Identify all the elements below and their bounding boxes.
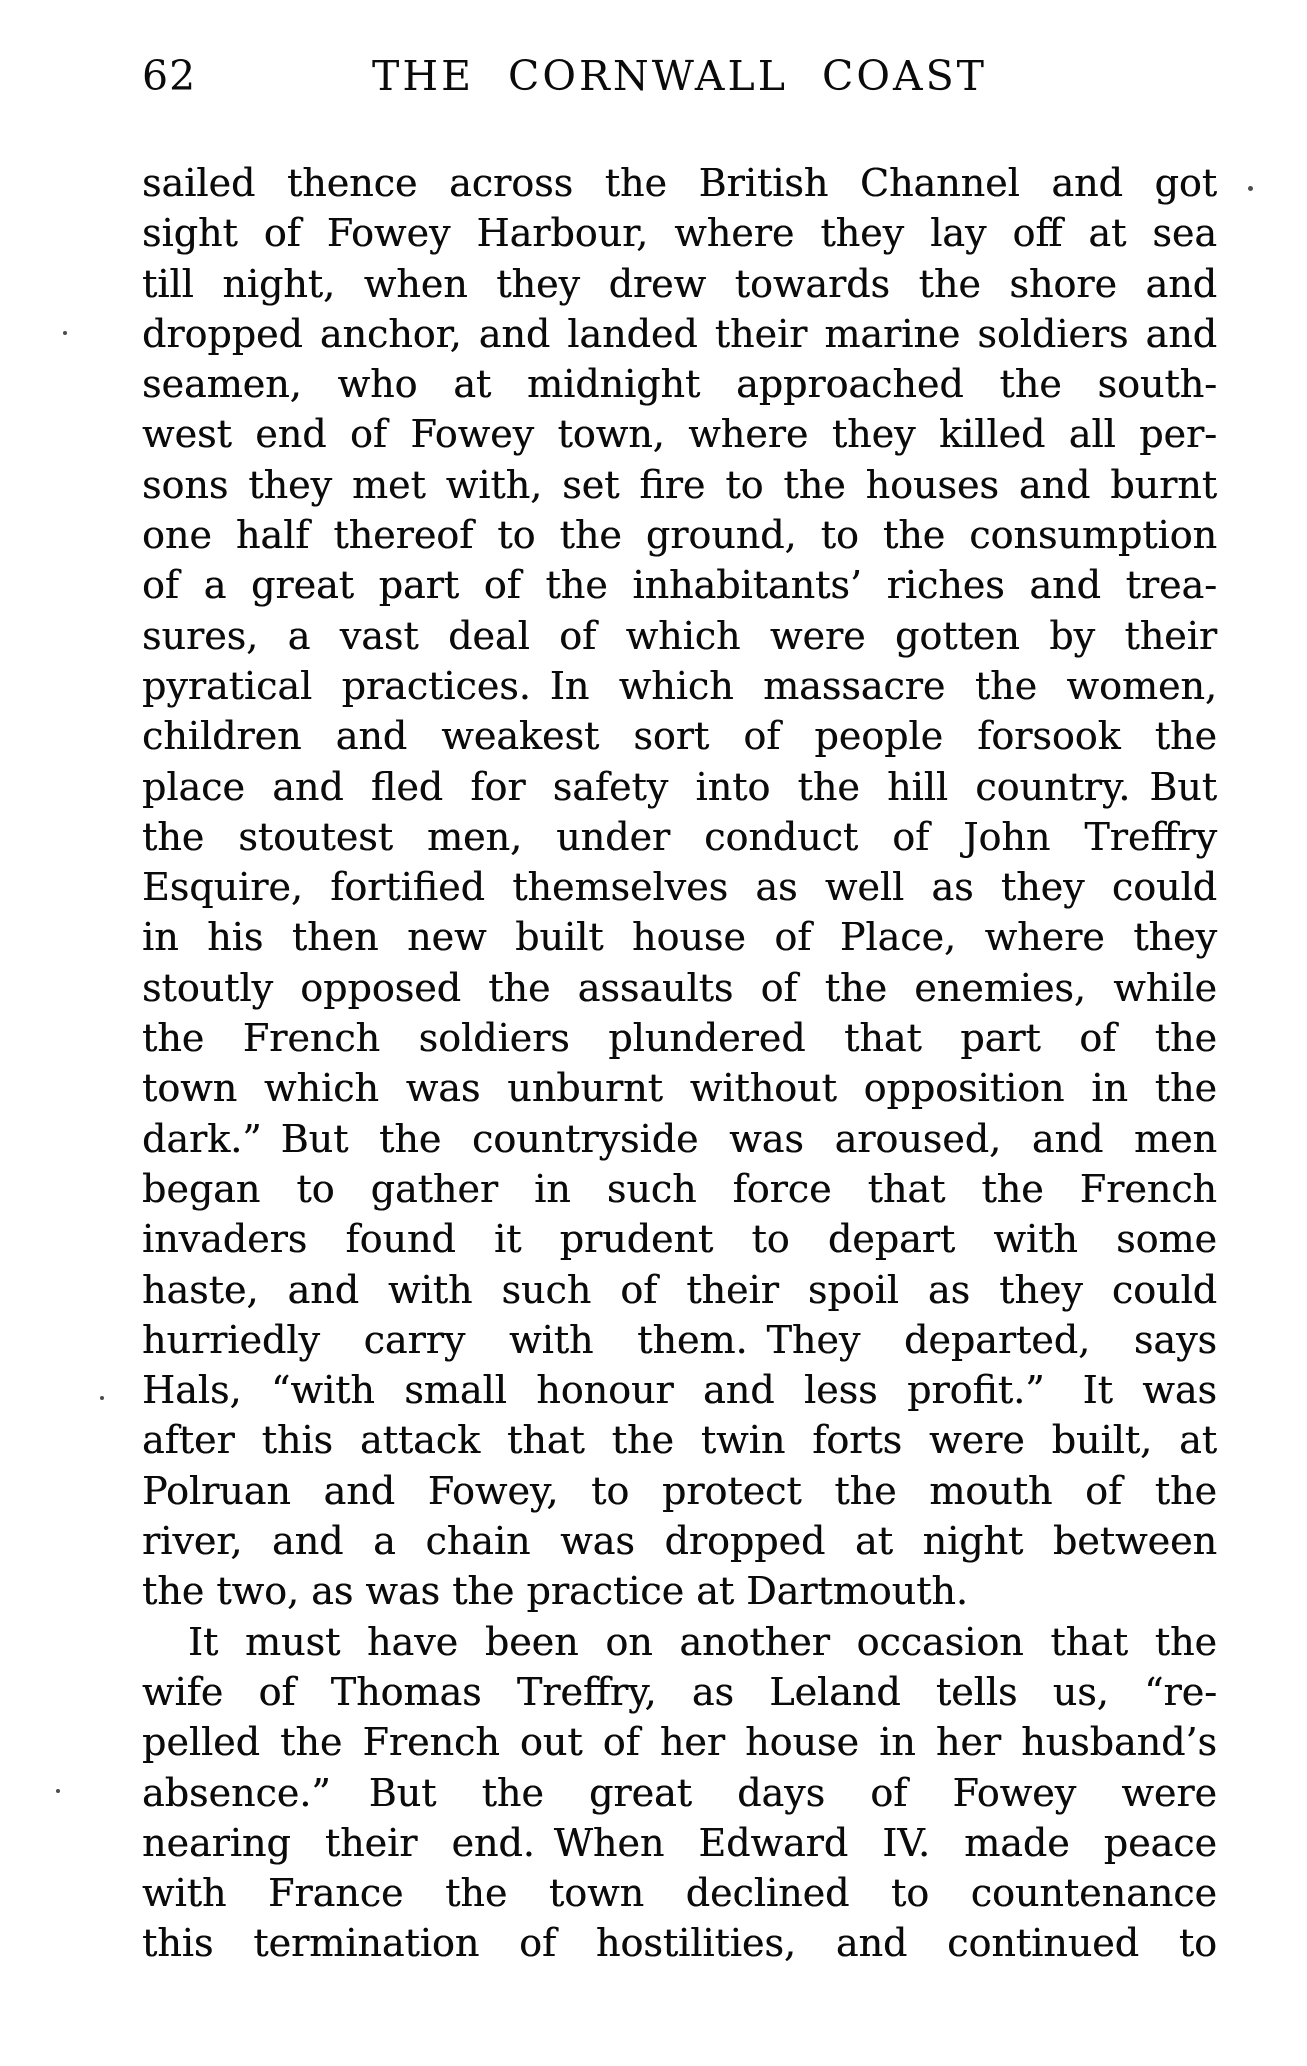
scan-speck (63, 331, 67, 335)
text-line: dropped anchor, and landed their marine soldiers and (142, 311, 1217, 356)
page-number: 62 (142, 52, 197, 100)
text-line: Hals, “with small honour and less profit.” It was (142, 1368, 1217, 1413)
text-line: seamen, who at midnight approached the south- (142, 362, 1217, 407)
text-line: Polruan and Fowey, to protect the mouth of the (142, 1468, 1217, 1513)
text-line: sailed thence across the British Channel and got (142, 161, 1217, 205)
text-line: hurriedly carry with them. They departed, says (142, 1317, 1217, 1362)
scan-speck (100, 1396, 104, 1400)
text-line: this termination of hostilities, and continued to (142, 1921, 1217, 1966)
text-line: sures, a vast deal of which were gotten by their (142, 613, 1217, 658)
text-line: invaders found it prudent to depart with some (142, 1217, 1217, 1262)
text-line: one half thereof to the ground, to the consumption (142, 513, 1217, 558)
text-line: nearing their end. When Edward IV. made peace (142, 1820, 1217, 1865)
text-line: began to gather in such force that the French (142, 1166, 1217, 1211)
text-line: with France the town declined to countenance (142, 1871, 1217, 1916)
text-line: pyratical practices. In which massacre the women, (142, 663, 1217, 708)
text-line: town which was unburnt without opposition in the (142, 1066, 1217, 1111)
text-line: sons they met with, set fire to the houses and burnt (142, 462, 1217, 507)
text-line: west end of Fowey town, where they killed all per- (142, 412, 1217, 457)
text-line: It must have been on another occasion that the (188, 1619, 1217, 1664)
text-line: after this attack that the twin forts were built, at (142, 1418, 1217, 1463)
text-line: the stoutest men, under conduct of John Treffry (142, 814, 1217, 859)
text-line: dark.” But the countryside was aroused, and men (142, 1116, 1217, 1161)
text-line: the two, as was the practice at Dartmouth. (142, 1569, 968, 1614)
text-line: the French soldiers plundered that part of the (142, 1016, 1217, 1061)
text-line: haste, and with such of their spoil as they could (142, 1267, 1217, 1312)
text-line: wife of Thomas Treffry, as Leland tells us, “re- (142, 1669, 1217, 1714)
text-line: till night, when they drew towards the shore and (142, 261, 1217, 306)
page-title: THE CORNWALL COAST (371, 52, 987, 100)
text-line: in his then new built house of Place, where they (142, 915, 1217, 960)
text-line: sight of Fowey Harbour, where they lay off at sea (142, 211, 1217, 256)
text-line: place and fled for safety into the hill country. But (142, 764, 1217, 809)
text-line: Esquire, fortified themselves as well as they could (142, 865, 1217, 910)
text-line: absence.” But the great days of Fowey were (142, 1770, 1217, 1815)
scan-speck (56, 1789, 60, 1793)
text-line: of a great part of the inhabitants’ riches and trea- (142, 563, 1217, 608)
text-line: stoutly opposed the assaults of the enemies, while (142, 965, 1217, 1010)
body-text (142, 158, 1217, 1969)
text-line: river, and a chain was dropped at night between (142, 1519, 1217, 1564)
text-line: pelled the French out of her house in her husband’s (142, 1720, 1217, 1765)
scan-speck (1248, 186, 1253, 191)
text-line: children and weakest sort of people forsook the (142, 714, 1217, 759)
